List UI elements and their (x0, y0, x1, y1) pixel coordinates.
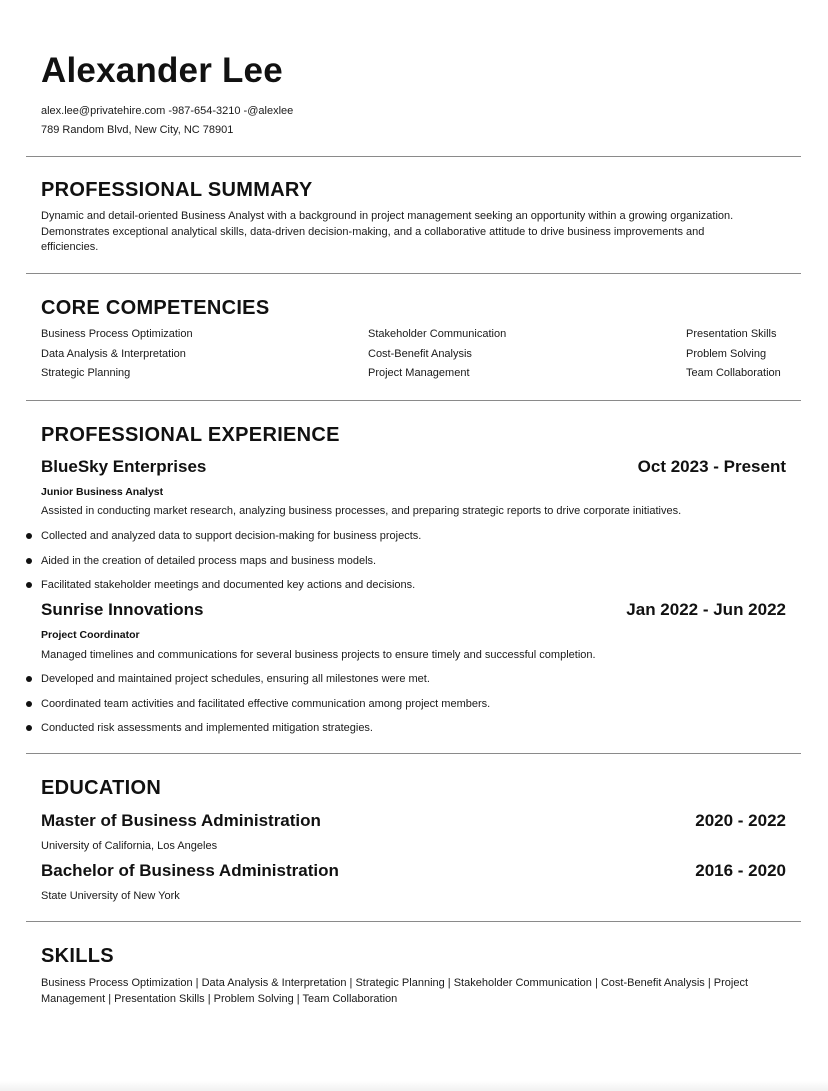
competencies-column-2 (368, 325, 506, 384)
bullet-icon (26, 676, 32, 682)
competency-item: Cost-Benefit Analysis (368, 347, 472, 360)
job-role: Project Coordinator (41, 629, 140, 641)
competency-item: Problem Solving (686, 347, 767, 360)
skills-text: Business Process Optimization | Data Analysis & Interpretation | Strategic Planning | Stakeholder Communication | Cost-Benefit Analysis | Project Management | Presentation Skills | Problem Solving | Team Collaboration (41, 977, 749, 1005)
job-description: Managed timelines and communications for several business projects to ensure timely and successful completion. (41, 649, 596, 661)
list-item: Aided in the creation of detailed process maps and business models. (41, 554, 421, 568)
competency-item: Stakeholder Communication (368, 328, 507, 340)
experience-heading: PROFESSIONAL EXPERIENCE (41, 424, 340, 446)
competencies-column-1 (41, 325, 193, 384)
job-role: Junior Business Analyst (41, 486, 164, 498)
section-divider (26, 400, 801, 401)
candidate-name: Alexander Lee (41, 51, 283, 90)
summary-text: Dynamic and detail-oriented Business Analyst with a background in project management seeking an opportunity within a growing organization. Demonstrates exceptional analytical skills, data-driven decision-making, and a collaborative attitude to drive business improvements and efficiencies. (41, 210, 734, 253)
list-item: Developed and maintained project schedules, ensuring all milestones were met. (41, 672, 490, 686)
skills-heading: SKILLS (41, 945, 114, 967)
degree-years: 2016 - 2020 (695, 861, 786, 880)
competency-item: Business Process Optimization (41, 328, 193, 340)
competency-item: Team Collaboration (686, 367, 781, 379)
education-heading: EDUCATION (41, 777, 162, 799)
bullet-icon (26, 701, 32, 707)
competency-item: Strategic Planning (41, 367, 131, 379)
section-divider (26, 753, 801, 754)
school-name: University of California, Los Angeles (41, 840, 218, 852)
contact-info: alex.lee@privatehire.com -987-654-3210 -@alexlee (41, 105, 294, 117)
competency-item: Project Management (368, 367, 470, 379)
section-divider (26, 156, 801, 157)
job-header (41, 456, 786, 478)
degree-name: Master of Business Administration (41, 811, 321, 830)
address: 789 Random Blvd, New City, NC 78901 (41, 124, 234, 136)
list-item: Conducted risk assessments and implemented mitigation strategies. (41, 721, 490, 735)
school-name: State University of New York (41, 890, 180, 902)
job-dates: Oct 2023 - Present (637, 457, 786, 476)
company-name: Sunrise Innovations (41, 600, 204, 619)
bullet-icon (26, 533, 32, 539)
bullet-icon (26, 582, 32, 588)
list-item: Coordinated team activities and facilitated effective communication among project members. (41, 697, 490, 711)
job-header (41, 599, 786, 621)
company-name: BlueSky Enterprises (41, 457, 207, 476)
degree-name: Bachelor of Business Administration (41, 861, 339, 880)
bullet-icon (26, 558, 32, 564)
bullet-icon (26, 725, 32, 731)
competency-item: Data Analysis & Interpretation (41, 347, 186, 360)
job-dates: Jan 2022 - Jun 2022 (626, 600, 786, 619)
summary-heading: PROFESSIONAL SUMMARY (41, 179, 313, 201)
list-item: Collected and analyzed data to support decision-making for business projects. (41, 529, 421, 543)
degree-years: 2020 - 2022 (695, 811, 786, 830)
degree-header (41, 810, 786, 832)
job-description: Assisted in conducting market research, analyzing business processes, and preparing strategic reports to drive corporate initiatives. (41, 505, 682, 517)
page-bottom-edge (0, 1081, 828, 1091)
competencies-column-3 (686, 325, 781, 384)
job-bullets (41, 529, 421, 603)
competency-item: Presentation Skills (686, 328, 777, 340)
degree-header (41, 860, 786, 882)
job-bullets (41, 672, 490, 746)
section-divider (26, 273, 801, 274)
section-divider (26, 921, 801, 922)
list-item: Facilitated stakeholder meetings and documented key actions and decisions. (41, 578, 421, 592)
competencies-heading: CORE COMPETENCIES (41, 297, 270, 319)
